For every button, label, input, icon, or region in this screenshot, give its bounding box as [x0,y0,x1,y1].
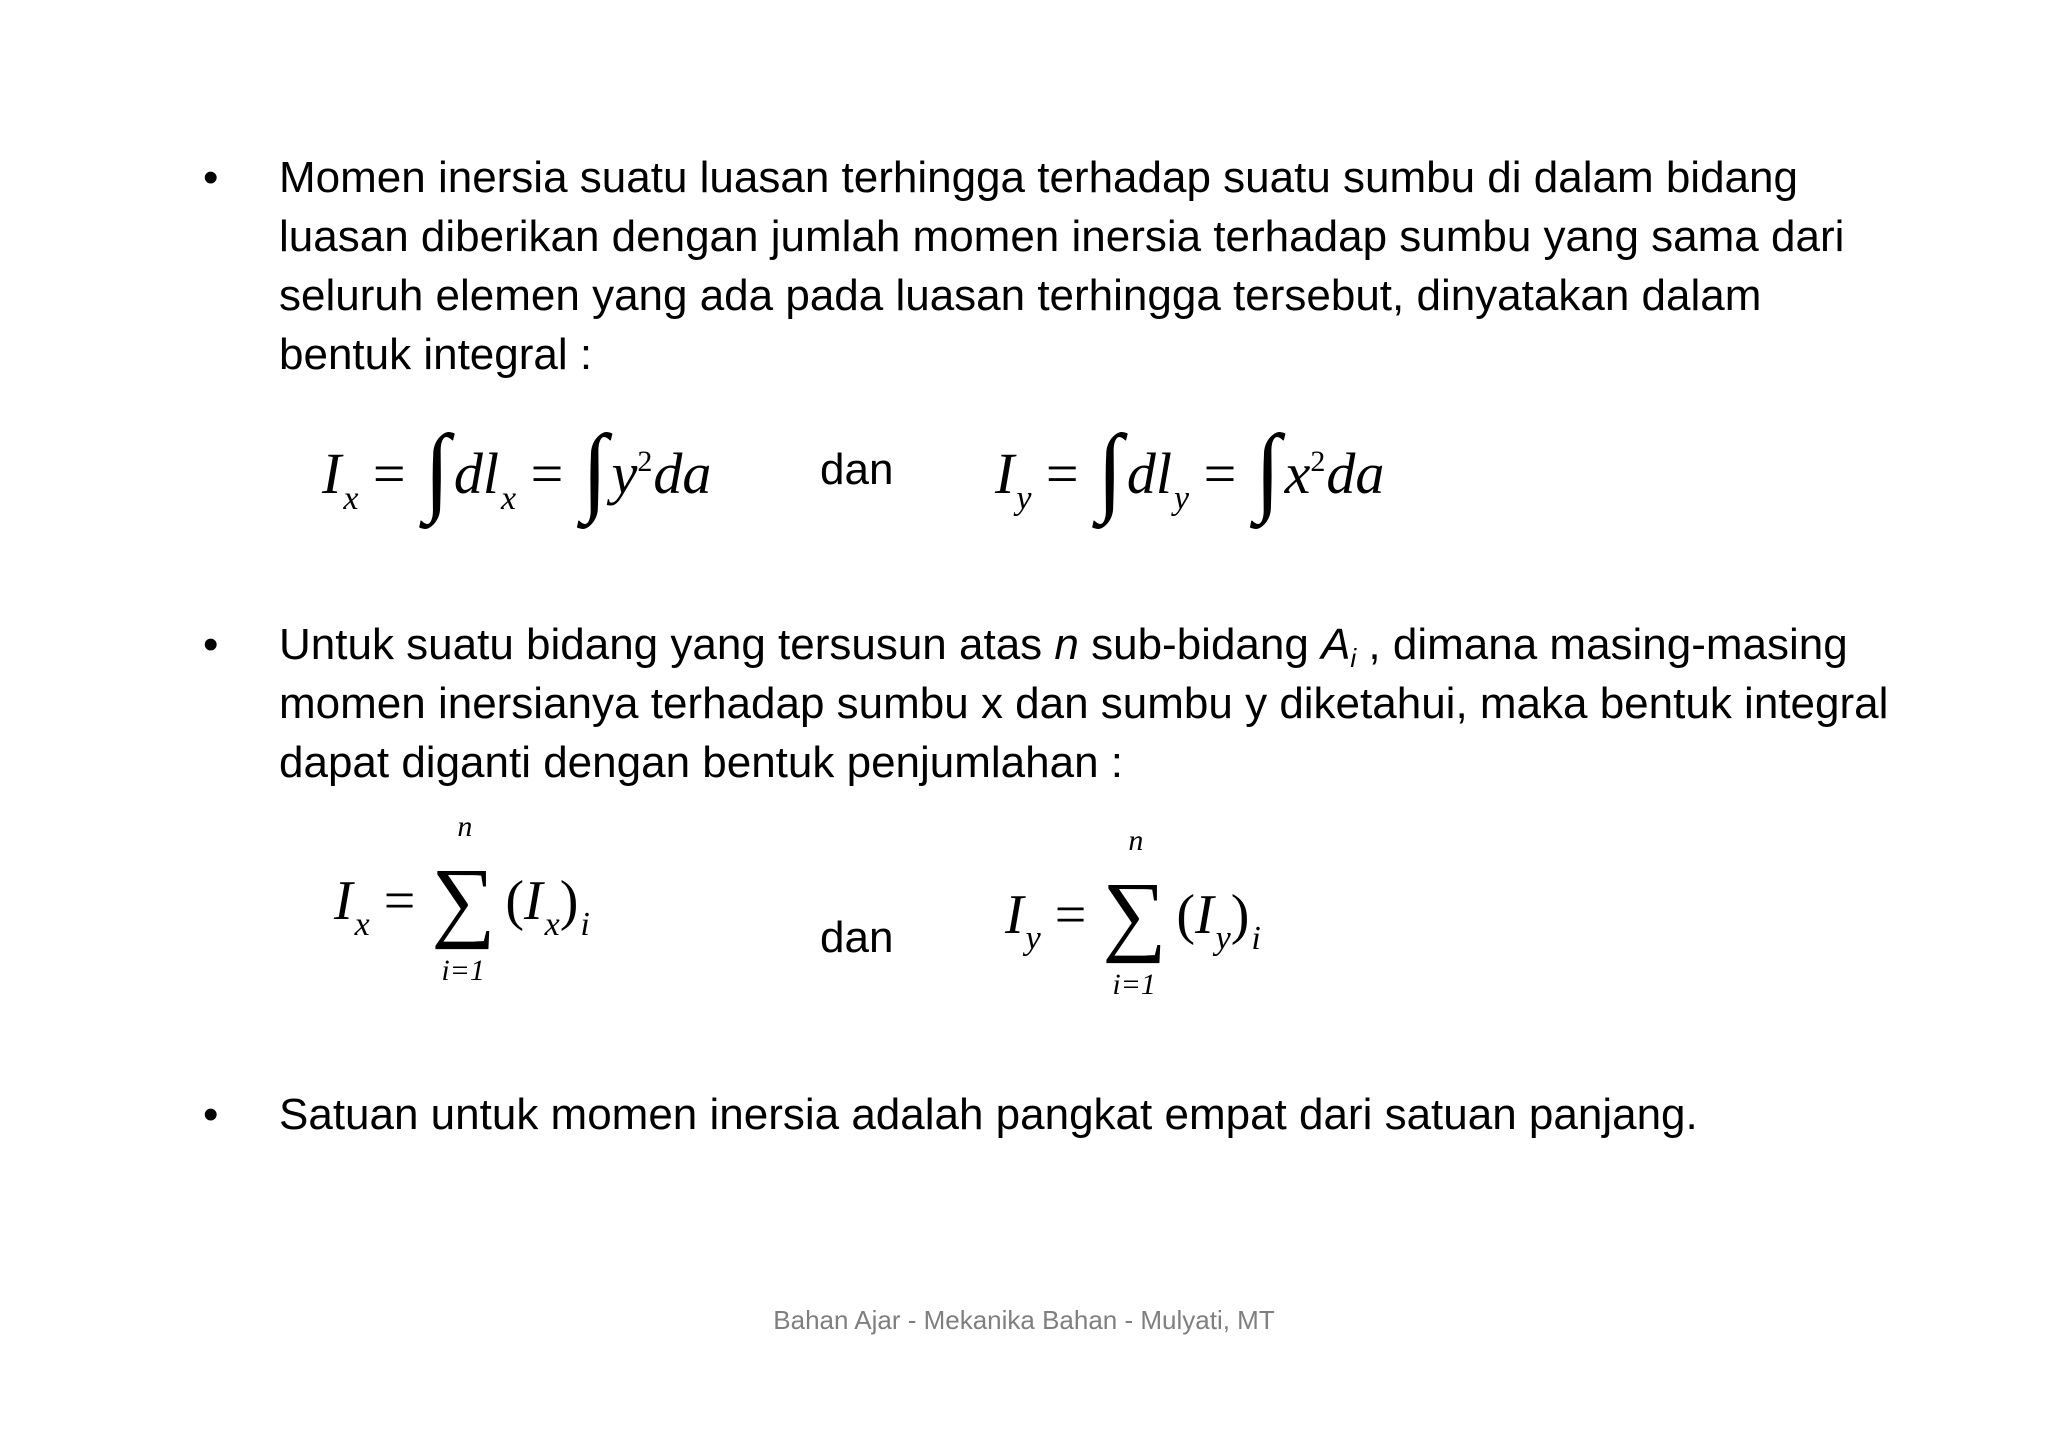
equation-integral-ix: $I_x = \int dl_x = \int y^2da$ [322,408,711,516]
equation-sum-iy: $I_y$ = n ∑ i=1 $(I_y)_i$ [1005,824,1261,1001]
paragraph-moment-of-inertia-definition: Momen inersia suatu luasan terhingga terhadap suatu sumbu di dalam bidang luasan diberikan dengan jumlah momen inersia terhadap sumbu yang sama dari seluruh elemen yang ada pada luasan terhingga tersebut, dinyatakan dalam bentuk integral : [279,153,1845,379]
integral-sign-icon: ∫ [1097,415,1123,525]
paragraph-units: Satuan untuk momen inersia adalah pangkat empat dari satuan panjang. [279,1090,1698,1139]
summation-sign-icon: ∑ [1102,865,1167,964]
connector-dan-1: dan [820,445,894,494]
summation-block: n ∑ i=1 [1102,824,1167,1001]
bullet-marker-1: • [203,153,219,202]
page-footer: Bahan Ajar - Mekanika Bahan - Mulyati, MT [773,1305,1275,1335]
integral-sign-icon: ∫ [424,415,450,525]
integral-sign-icon: ∫ [1254,415,1281,525]
equation-sum-ix: $I_x$ = n ∑ i=1 $(I_x)_i$ [334,810,590,987]
integral-sign-icon: ∫ [581,415,608,525]
equation-integral-iy: $I_y = \int dl_y = \int x^2da$ [995,408,1384,516]
summation-block: n ∑ i=1 [431,810,496,987]
bullet-marker-3: • [203,1090,219,1139]
summation-sign-icon: ∑ [431,851,496,950]
bullet-marker-2: • [203,620,219,669]
paragraph-sum-of-subareas: Untuk suatu bidang yang tersusun atas n sub-bidang $A_i$ , dimana masing-masing momen inersianya terhadap sumbu x dan sumbu y diketahui, maka bentuk integral dapat diganti dengan bentuk penjumlahan : [279,620,1889,787]
connector-dan-2: dan [820,913,894,962]
